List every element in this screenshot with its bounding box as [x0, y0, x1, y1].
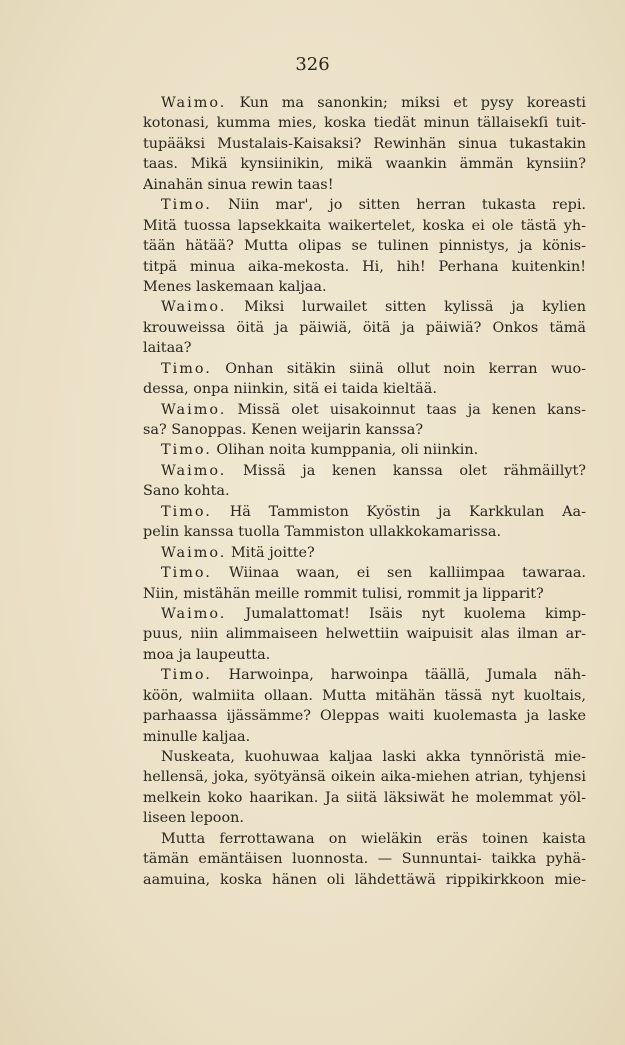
text-line	[143, 665, 586, 685]
line-text: Niin mar', jo sitten herran tukasta repi.	[228, 197, 586, 214]
speaker-name: Waimo.	[161, 95, 227, 111]
speaker-name: Waimo.	[161, 462, 227, 479]
speaker-name: Timo.	[161, 360, 212, 377]
line-text: Sano kohta.	[143, 483, 230, 500]
line-text: Mitä joitte?	[230, 544, 315, 561]
line-text: tupääksi Mustalais-Kaisaksi? Rewinhän sinua tukastakin	[143, 135, 586, 152]
text-line	[143, 400, 586, 420]
line-text: tämän emäntäisen luonnosta. — Sunnuntai- taikka pyhä-	[143, 851, 586, 868]
line-text: kotonasi, kumma mies, koska tiedät minun tällaisekſi tuit-	[143, 115, 586, 132]
text-line	[143, 175, 586, 195]
line-text: titpä minua aika-mekosta. Hi, hih! Perhana kuitenkin!	[143, 258, 586, 275]
line-text: Olihan noita kumppania, oli niinkin.	[216, 442, 479, 459]
line-text: laitaa?	[143, 340, 192, 357]
line-text: Niin, mistähän meille rommit tulisi, rommit ja lipparit?	[143, 585, 544, 602]
text-line	[143, 420, 586, 440]
line-text: melkein koko haarikan. Ja siitä läksiwät he molemmat yöl-	[143, 789, 586, 806]
text-line	[143, 706, 586, 726]
speaker-name: Waimo.	[161, 299, 227, 316]
text-line	[143, 216, 586, 236]
text-line	[143, 379, 586, 399]
speaker-name: Timo.	[161, 197, 212, 214]
line-text: Harwoinpa, harwoinpa täällä, Jumala näh-	[228, 667, 586, 684]
text-line	[143, 584, 586, 604]
speaker-name: Timo.	[161, 565, 212, 582]
text-line	[143, 134, 586, 154]
text-line	[143, 461, 586, 481]
text-line	[143, 359, 586, 379]
text-line	[143, 440, 586, 460]
line-text: Onhan sitäkin siinä ollut noin kerran wuo-	[225, 360, 586, 377]
page-number: 326	[295, 54, 330, 75]
line-text: moa ja laupeutta.	[143, 646, 271, 663]
speaker-name: Timo.	[161, 442, 212, 459]
speaker-name: Timo.	[161, 667, 212, 684]
text-line	[143, 297, 586, 317]
text-line	[143, 849, 586, 869]
line-text: Nuskeata, kuohuwaa kaljaa laski akka tynnöristä mie-	[161, 749, 586, 765]
text-line	[143, 257, 586, 277]
text-line	[143, 645, 586, 665]
text-line	[143, 502, 586, 522]
text-line	[143, 318, 586, 338]
line-text: köön, walmiita ollaan. Mutta mitähän tässä nyt kuoltais,	[143, 687, 586, 704]
line-text: Wiinaa waan, ei sen kalliimpaa tawaraa.	[228, 565, 586, 582]
line-text: taas. Mikä kynsiinikin, mikä waankin ämmän kynsiin?	[143, 156, 586, 173]
line-text: Mutta ferrottawana on wieläkin eräs toinen kaista	[161, 830, 586, 847]
body-text	[143, 93, 586, 890]
line-text: krouweissa öitä ja päiwiä, öitä ja päiwiä? Onkos tämä	[143, 319, 586, 336]
speaker-name: Waimo.	[161, 544, 227, 561]
text-line	[143, 154, 586, 174]
text-line	[143, 747, 586, 767]
line-text: Ainahän sinua rewin taas!	[143, 176, 334, 193]
text-line	[143, 277, 586, 297]
text-line	[143, 543, 586, 563]
line-text: Mitä tuossa lapsekkaita waikertelet, koska ei ole tästä yh-	[143, 217, 586, 234]
line-text: Miksi lurwailet sitten kylissä ja kylien	[244, 299, 586, 316]
text-line	[143, 195, 586, 215]
line-text: parhaassa ijässämme? Oleppas waiti kuolemasta ja laske	[143, 708, 586, 725]
line-text: Hä Tammiston Kyöstin ja Karkkulan Aa-	[229, 503, 586, 520]
speaker-name: Timo.	[161, 503, 212, 520]
text-line	[143, 113, 586, 133]
text-line	[143, 829, 586, 849]
text-line	[143, 727, 586, 747]
text-line	[143, 870, 586, 890]
text-line	[143, 808, 586, 828]
line-text: sa? Sanoppas. Kenen weijarin kanssa?	[143, 422, 424, 438]
text-line	[143, 563, 586, 583]
line-text: minulle kaljaa.	[143, 728, 251, 745]
line-text: Kun ma sanonkin; miksi et pysy koreasti	[239, 95, 586, 111]
text-line	[143, 767, 586, 787]
text-line	[143, 686, 586, 706]
line-text: Missä olet uisakoinnut taas ja kenen kans-	[237, 401, 586, 418]
line-text: Menes laskemaan kaljaa.	[143, 278, 327, 295]
line-text: tään hätää? Mutta olipas se tulinen pinnistys, ja könis-	[143, 238, 586, 255]
line-text: dessa, onpa niinkin, sitä ei taida kieltää.	[143, 381, 437, 398]
text-line	[143, 522, 586, 542]
text-line	[143, 338, 586, 358]
line-text: puus, niin alimmaiseen helwettiin waipuisit alas ilman ar-	[143, 626, 586, 643]
line-text: Jumalattomat! Isäis nyt kuolema kimp-	[245, 605, 586, 622]
line-text: pelin kanssa tuolla Tammiston ullakkokamarissa.	[143, 524, 502, 541]
line-text: hellensä, joka, syötyänsä oikein aika-miehen atrian, tyhjensi	[143, 769, 586, 786]
text-line	[143, 93, 586, 113]
text-line	[143, 481, 586, 501]
speaker-name: Waimo.	[161, 401, 227, 418]
line-text: Missä ja kenen kanssa olet rähmäillyt?	[242, 462, 586, 479]
speaker-name: Waimo.	[161, 605, 227, 622]
text-line	[143, 788, 586, 808]
line-text: liseen lepoon.	[143, 810, 244, 827]
text-line	[143, 236, 586, 256]
line-text: aamuina, koska hänen oli lähdettäwä rippikirkkoon mie-	[143, 871, 586, 888]
text-line	[143, 604, 586, 624]
text-line	[143, 624, 586, 644]
